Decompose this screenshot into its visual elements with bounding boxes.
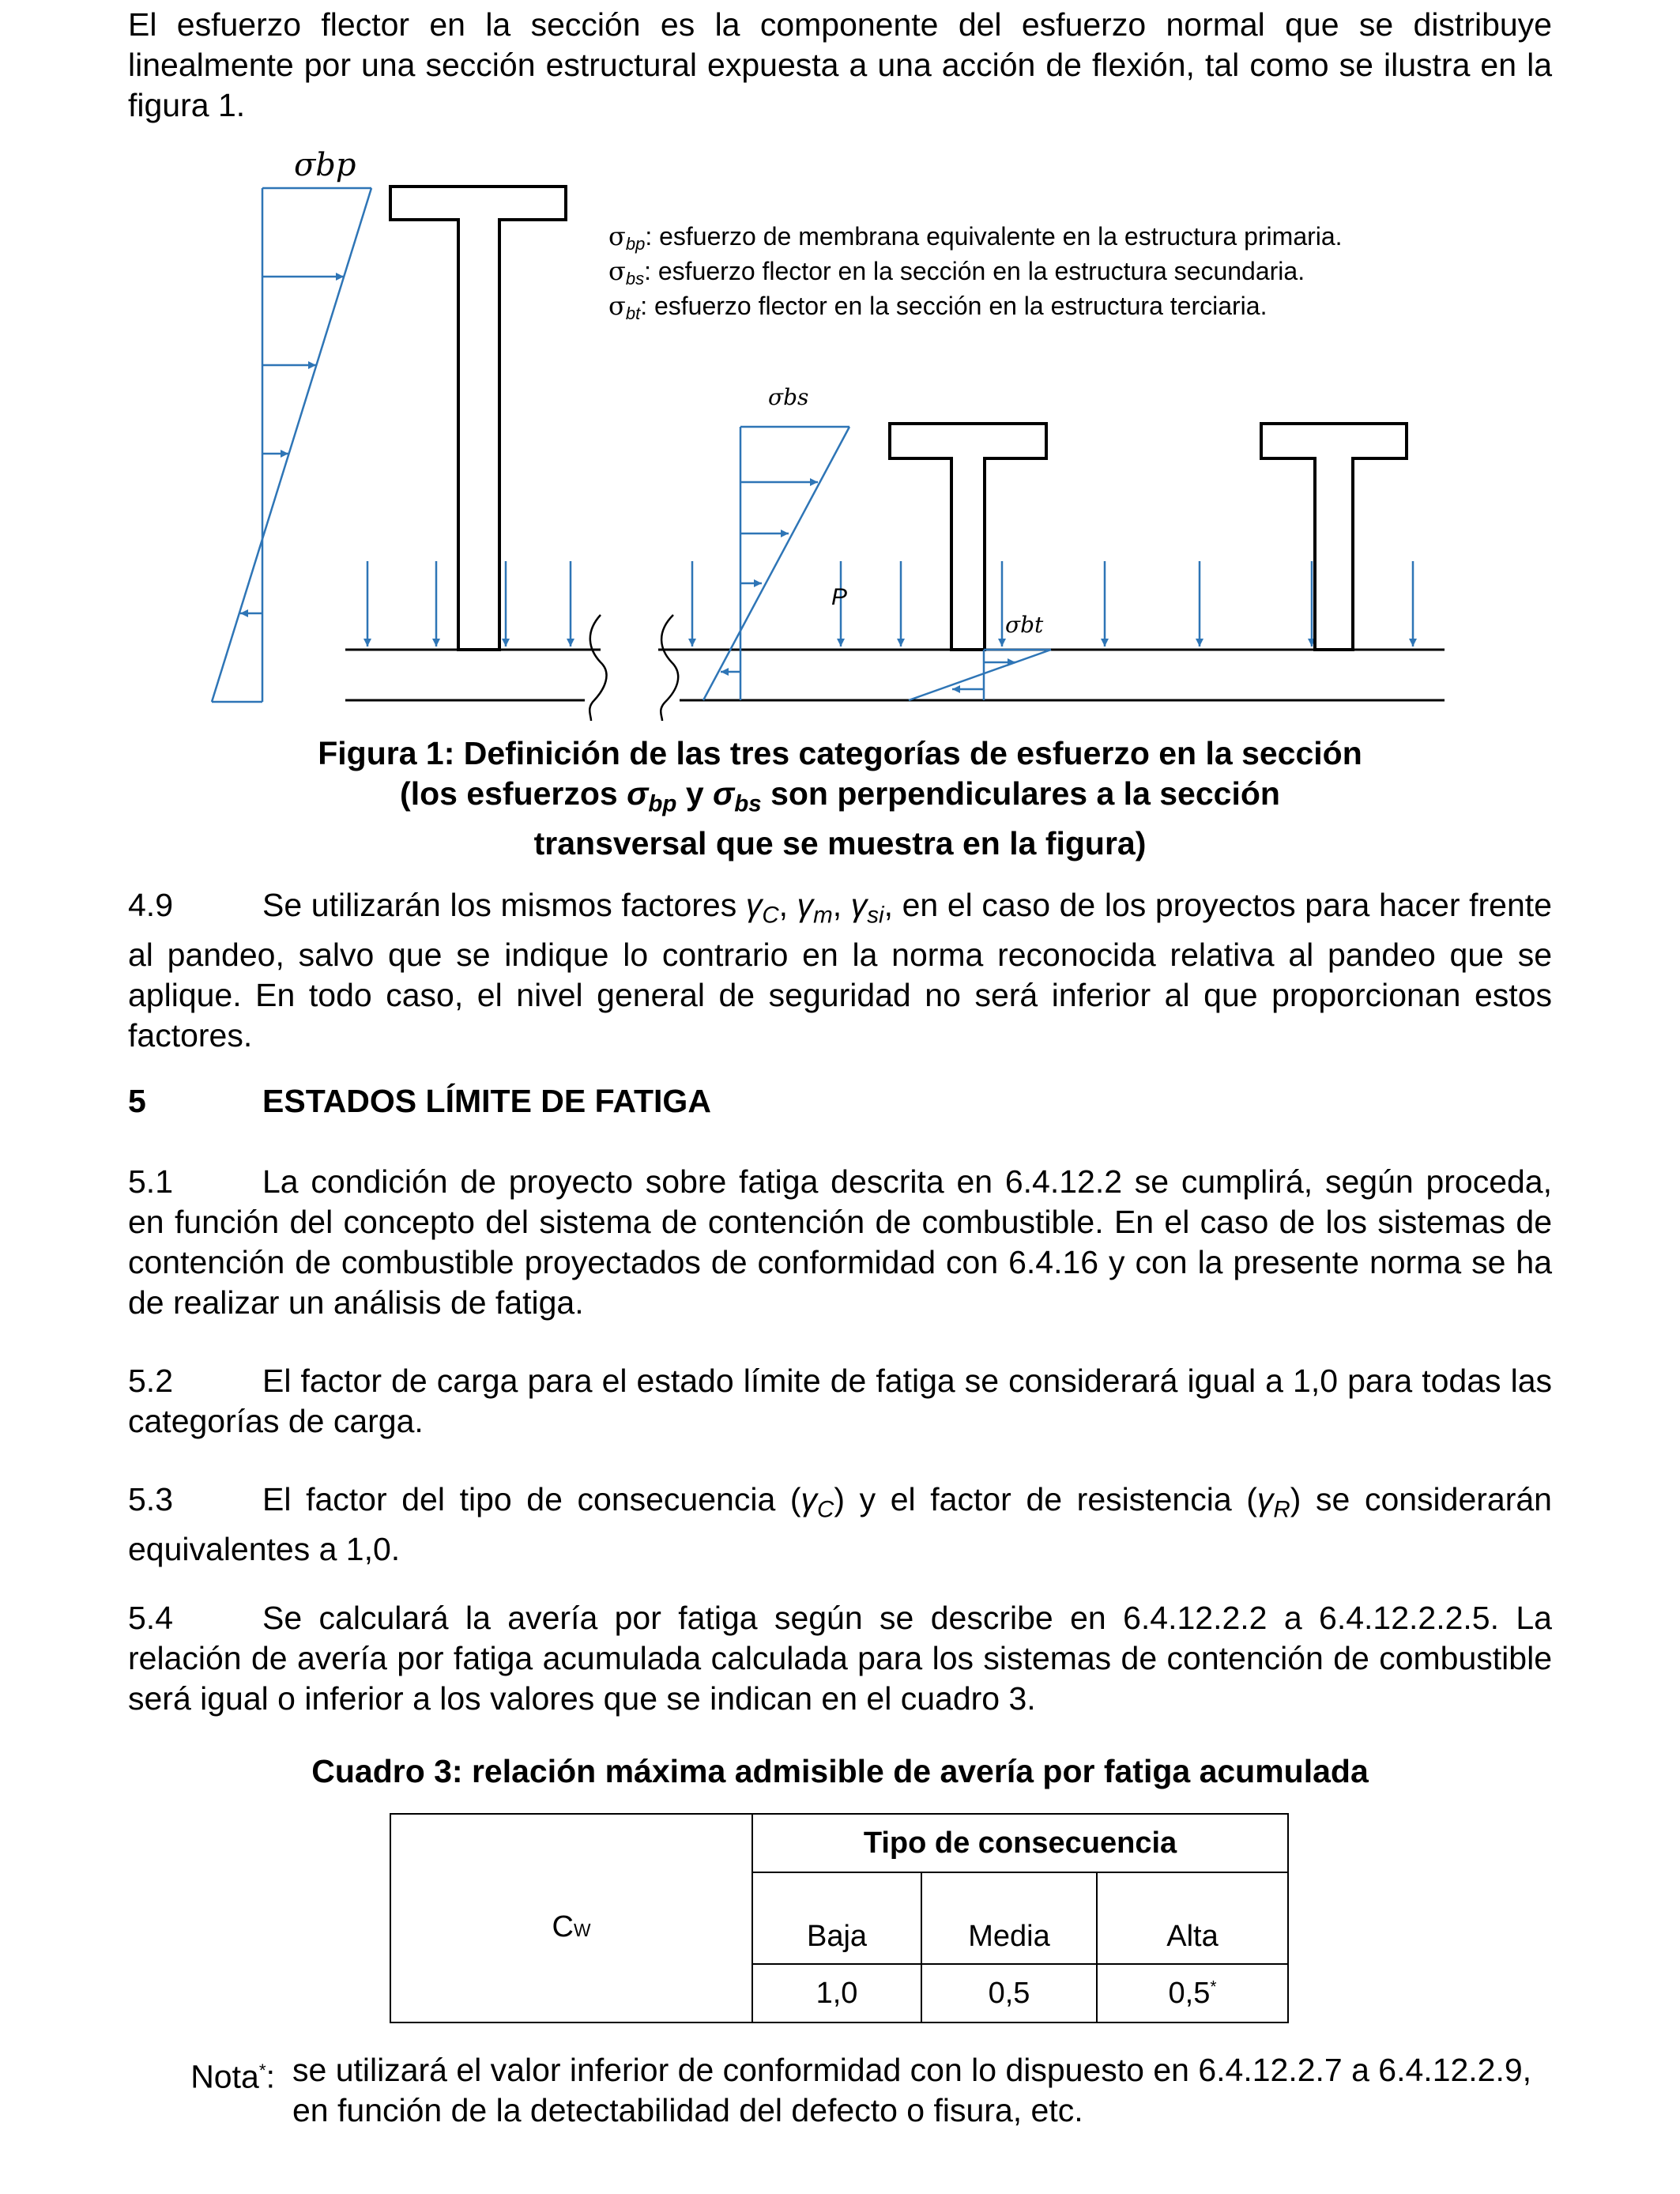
figure-1 bbox=[0, 0, 1680, 727]
col-alta: Alta bbox=[1097, 1872, 1288, 1964]
break-line bbox=[590, 615, 606, 721]
paragraph-5-3: 5.3 El factor del tipo de consecuencia $(\gamma_C)$ y el factor de resistencia $(\gamma_R)$ se considerarán equivalentes a 1,0. bbox=[128, 1481, 1552, 1568]
paragraph-number: 5.2 bbox=[128, 1363, 173, 1399]
caption-line-3: transversal que se muestra en la figura) bbox=[533, 825, 1147, 862]
load-arrows bbox=[367, 561, 1413, 647]
break-line bbox=[661, 615, 678, 721]
paragraph-5-1: 5.1 La condición de proyecto sobre fatiga descrita en 6.4.12.2 se cumplirá, según proceda, en función del concepto del sistema de contención de combustible. En el caso de los sistemas de contención de combustible proyectados de conformidad con 6.4.16 y con la presente norma se ha de realizar un análisis de fatiga. bbox=[128, 1163, 1552, 1321]
value-baja: 1,0 bbox=[752, 1964, 921, 2022]
section-number: 5 bbox=[128, 1083, 146, 1119]
caption-line-1: Figura 1: Definición de las tres categorías de esfuerzo en la sección bbox=[318, 735, 1362, 771]
sigma-bp-diagram bbox=[212, 147, 371, 702]
col-baja: Baja bbox=[752, 1872, 921, 1964]
sigma-bp-label: σbp bbox=[294, 147, 356, 183]
legend-item: σbs: esfuerzo flector en la sección en la estructura secundaria. bbox=[608, 256, 1305, 288]
figure-caption bbox=[128, 733, 1552, 864]
paragraph-5-2: 5.2 El factor de carga para el estado límite de fatiga se considerará igual a 1,0 para todas las categorías de carga. bbox=[128, 1363, 1552, 1439]
paragraph-number: 5.3 bbox=[128, 1481, 173, 1517]
sigma-bs-diagram bbox=[703, 384, 849, 700]
sigma-bs-label: σbs bbox=[768, 384, 809, 410]
load-p-label: P bbox=[831, 584, 848, 610]
figure-legend bbox=[608, 221, 1343, 323]
sigma-bt-diagram bbox=[909, 612, 1051, 700]
section-5-heading bbox=[128, 1081, 1552, 1122]
primary-t-beam bbox=[390, 187, 566, 650]
fatigue-table bbox=[390, 1813, 1289, 2023]
value-alta: 0,5* bbox=[1097, 1964, 1288, 2022]
paragraph-number: 5.1 bbox=[128, 1163, 173, 1200]
secondary-t-beam bbox=[1261, 424, 1407, 650]
table-title-block bbox=[128, 1751, 1552, 1792]
section-title: ESTADOS LÍMITE DE FATIGA bbox=[262, 1083, 711, 1119]
table-header: Tipo de consecuencia bbox=[752, 1814, 1288, 1872]
plate bbox=[345, 615, 1445, 721]
row-label: CW bbox=[390, 1872, 752, 2022]
table-note bbox=[107, 2050, 1552, 2131]
col-media: Media bbox=[921, 1872, 1097, 1964]
table-title: Cuadro 3: relación máxima admisible de avería por fatiga acumulada bbox=[311, 1753, 1369, 1789]
caption-line-2: (los esfuerzos $\sigma_{bp}$ y $\sigma_{bs}$ son perpendiculares a la sección bbox=[400, 775, 1280, 817]
note-text: se utilizará el valor inferior de conformidad con lo dispuesto en 6.4.12.2.7 a 6.4.12.2.9, en función de la detectabilidad del defecto o fisura, etc. bbox=[292, 2052, 1532, 2128]
legend-item: σbt: esfuerzo flector en la sección en la estructura terciaria. bbox=[608, 291, 1268, 323]
note-label: Nota*: bbox=[190, 2058, 275, 2095]
paragraph-number: 4.9 bbox=[128, 887, 173, 923]
paragraph-number: 5.4 bbox=[128, 1600, 173, 1636]
intro-paragraph: El esfuerzo flector en la sección es la componente del esfuerzo normal que se distribuye linealmente por una sección estructural expuesta a una acción de flexión, tal como se ilustra en la figura 1. bbox=[128, 6, 1552, 123]
value-media: 0,5 bbox=[921, 1964, 1097, 2022]
sigma-bt-label: σbt bbox=[1005, 612, 1044, 638]
legend-item: σbp: esfuerzo de membrana equivalente en la estructura primaria. bbox=[608, 221, 1343, 254]
paragraph-4-9: 4.9 Se utilizarán los mismos factores $\gamma_C$, $\gamma_m$, $\gamma_{si}$, en el caso de los proyectos para hacer frente al pandeo, salvo que se indique lo contrario en la norma reconocida relativa al pandeo que se aplique. En todo caso, el nivel general de seguridad no será inferior al que proporcionan estos factores. bbox=[128, 887, 1552, 1054]
paragraph-5-4: 5.4 Se calculará la avería por fatiga según se describe en 6.4.12.2.2 a 6.4.12.2.2.5. La relación de avería por fatiga acumulada calculada para los sistemas de contención de combustible será igual o inferior a los valores que se indican en el cuadro 3. bbox=[128, 1600, 1552, 1717]
